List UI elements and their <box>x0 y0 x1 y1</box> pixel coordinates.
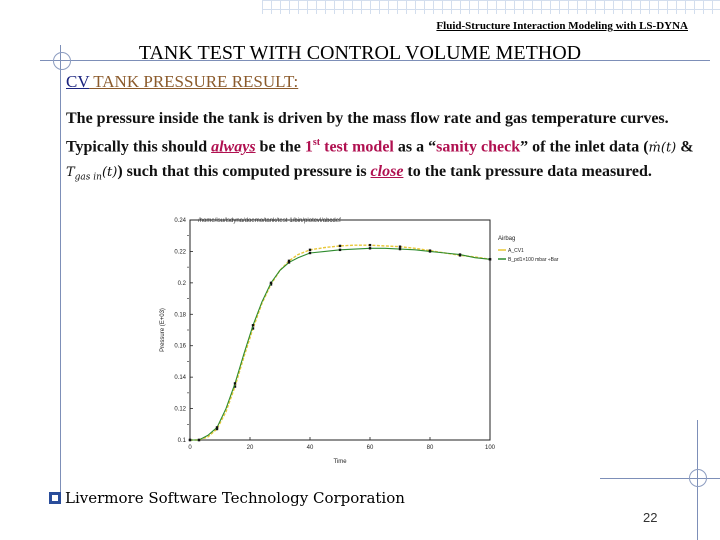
series-point-1 <box>198 439 200 441</box>
series-point-1 <box>288 261 290 263</box>
header-grid-decoration <box>262 0 720 14</box>
subheading <box>66 72 298 92</box>
x-tick-label: 60 <box>366 445 374 451</box>
para-always: always <box>211 138 256 156</box>
body-paragraph <box>66 107 696 190</box>
pressure-chart <box>150 208 580 470</box>
y-axis-label: Pressure (E+03) <box>160 308 166 352</box>
series-point-1 <box>309 252 311 254</box>
y-tick-label: 0.18 <box>174 312 186 319</box>
para-part-3: as a “ <box>393 138 437 156</box>
para-part-5: ) such that this computed pressure is <box>117 163 371 181</box>
para-first-sup: st <box>312 137 321 148</box>
para-part-6: to the tank pressure data measured. <box>403 163 652 181</box>
x-tick-label: 0 <box>188 445 192 451</box>
para-close: close <box>370 163 404 181</box>
y-tick-label: 0.1 <box>177 438 186 444</box>
decor-circle-bottom <box>689 469 707 487</box>
para-part-2: be the <box>255 138 305 156</box>
series-point-1 <box>399 248 401 250</box>
x-tick-label: 40 <box>306 445 314 451</box>
para-part-4: ” of the inlet data ( <box>520 138 649 156</box>
legend-entry: B_pd1×100 mbar ÷Bar <box>508 257 559 263</box>
series-point-0 <box>399 246 401 248</box>
lstc-logo-icon <box>49 492 61 504</box>
para-first: 1 <box>304 138 313 156</box>
x-tick-label: 100 <box>484 445 496 451</box>
legend-entry: A_CV1 <box>508 248 524 254</box>
series-line-0 <box>190 245 490 440</box>
series-point-1 <box>429 250 431 252</box>
footer-company: Livermore Software Technology Corporation <box>65 489 405 507</box>
x-tick-label: 80 <box>426 445 434 451</box>
x-axis-label: Time <box>333 459 347 465</box>
series-point-1 <box>369 247 371 249</box>
slide-title: TANK TEST WITH CONTROL VOLUME METHOD <box>138 42 582 64</box>
para-amp: & <box>676 138 694 156</box>
para-test-model: test model <box>320 138 394 156</box>
y-tick-label: 0.2 <box>177 280 186 287</box>
series-point-1 <box>459 253 461 255</box>
chart-title: /home/lsu/lsdyna/doemo/tank/test-1/bin/plotcvl/abcdef <box>198 218 341 224</box>
decor-vertical-line-left <box>60 45 61 500</box>
para-sanity-check: sanity check <box>436 138 521 156</box>
subheading-rest: TANK PRESSURE RESULT: <box>89 72 299 91</box>
series-point-0 <box>369 244 371 246</box>
subheading-cv: CV <box>66 72 90 91</box>
y-tick-label: 0.12 <box>174 406 186 413</box>
series-point-1 <box>234 382 236 384</box>
y-tick-label: 0.16 <box>174 343 186 350</box>
math-gas-temp: $T_{gas in}(t)$ <box>66 165 118 183</box>
footer <box>49 489 405 507</box>
series-line-1 <box>190 248 490 440</box>
series-point-1 <box>270 282 272 284</box>
y-tick-label: 0.22 <box>174 249 186 256</box>
series-point-1 <box>252 324 254 326</box>
math-mass-flow: ṁ(t) <box>648 140 677 156</box>
series-point-0 <box>309 249 311 251</box>
legend-title: Airbag <box>498 236 516 242</box>
page-number: 22 <box>643 510 658 525</box>
series-point-0 <box>339 245 341 247</box>
header-caption: Fluid-Structure Interaction Modeling with LS-DYNA <box>436 20 688 32</box>
pressure-chart-svg <box>150 208 580 470</box>
series-point-1 <box>216 426 218 428</box>
x-tick-label: 20 <box>246 445 254 451</box>
y-tick-label: 0.14 <box>174 375 186 382</box>
y-tick-label: 0.24 <box>174 218 186 224</box>
series-point-1 <box>339 249 341 251</box>
series-point-1 <box>489 258 491 260</box>
series-point-1 <box>189 439 191 441</box>
para-part-1: The pressure inside the tank is driven by the mass flow rate and gas temperature curves. Typically this should <box>66 110 669 156</box>
